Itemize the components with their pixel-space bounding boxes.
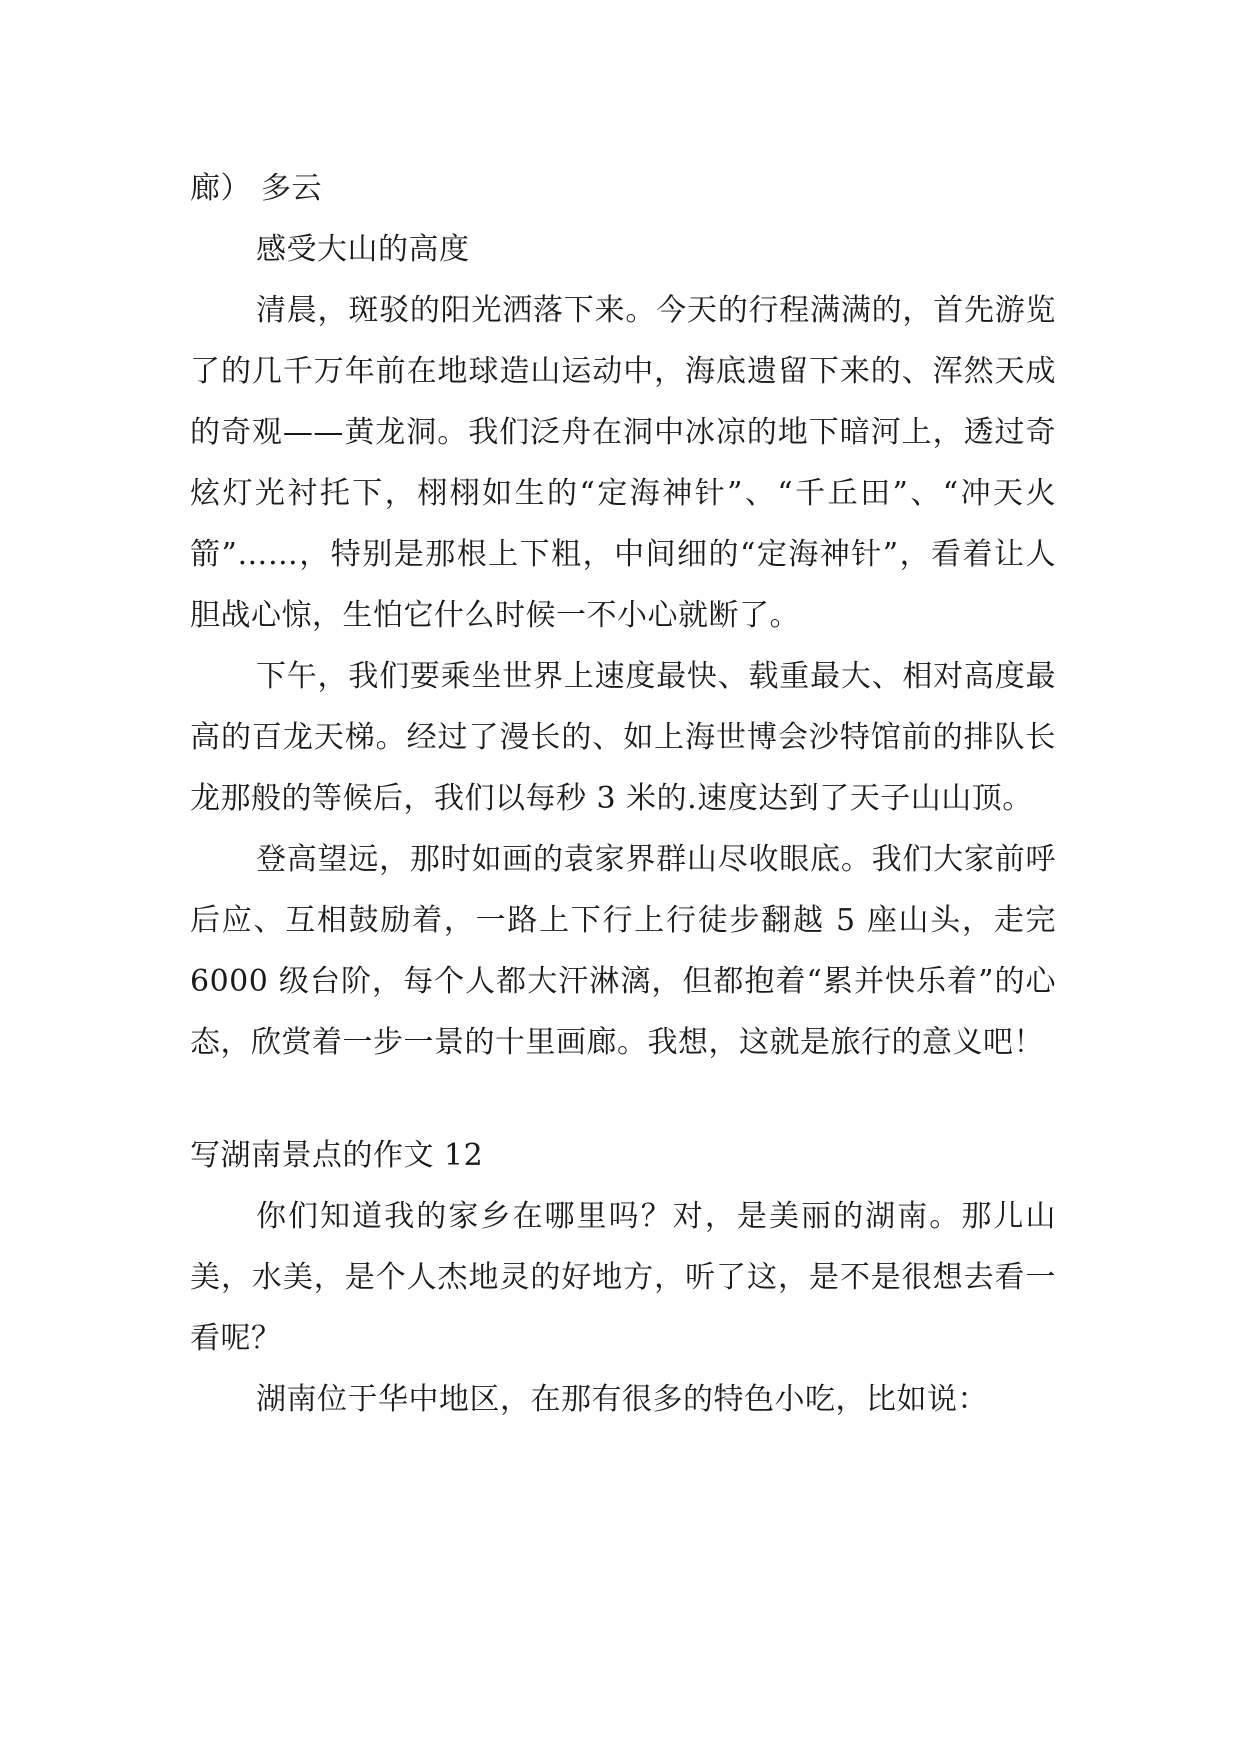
paragraph-morning: 清晨，斑驳的阳光洒落下来。今天的行程满满的，首先游览了的几千万年前在地球造山运动中，海底遗留下来的、浑然天成的奇观——黄龙洞。我们泛舟在洞中冰凉的地下暗河上，透过奇炫灯光衬托下，栩栩如生的“定海神针”、“千丘田”、“冲天火箭”……，特别是那根上下粗，中间细的“定海神针”，看着让人胆战心惊，生怕它什么时候一不小心就断了。 <box>190 293 1056 633</box>
paragraph-hometown: 你们知道我的家乡在哪里吗？对，是美丽的湖南。那儿山美，水美，是个人杰地灵的好地方，听了这，是不是很想去看一看呢？ <box>190 1199 1056 1356</box>
paragraph-afternoon: 下午，我们要乘坐世界上速度最快、载重最大、相对高度最高的百龙天梯。经过了漫长的、如上海世博会沙特馆前的排队长龙那般的等候后，我们以每秒 3 米的.速度达到了天子山山顶。 <box>190 659 1056 816</box>
paragraph-summit: 登高望远，那时如画的袁家界群山尽收眼底。我们大家前呼后应、互相鼓励着，一路上下行上行徒步翻越 5 座山头，走完 6000 级台阶，每个人都大汗淋漓，但都抱着“累并快乐着”的心态，欣赏着一步一景的十里画廊。我想，这就是旅行的意义吧！ <box>190 842 1056 1060</box>
continued-line: 廊） 多云 <box>190 171 323 206</box>
paragraph-snacks: 湖南位于华中地区，在那有很多的特色小吃，比如说： <box>256 1382 988 1417</box>
document-body <box>190 158 1056 1430</box>
section-spacer <box>190 1073 1056 1125</box>
section-title: 感受大山的高度 <box>256 232 470 267</box>
essay-heading: 写湖南景点的作文 12 <box>190 1138 484 1173</box>
